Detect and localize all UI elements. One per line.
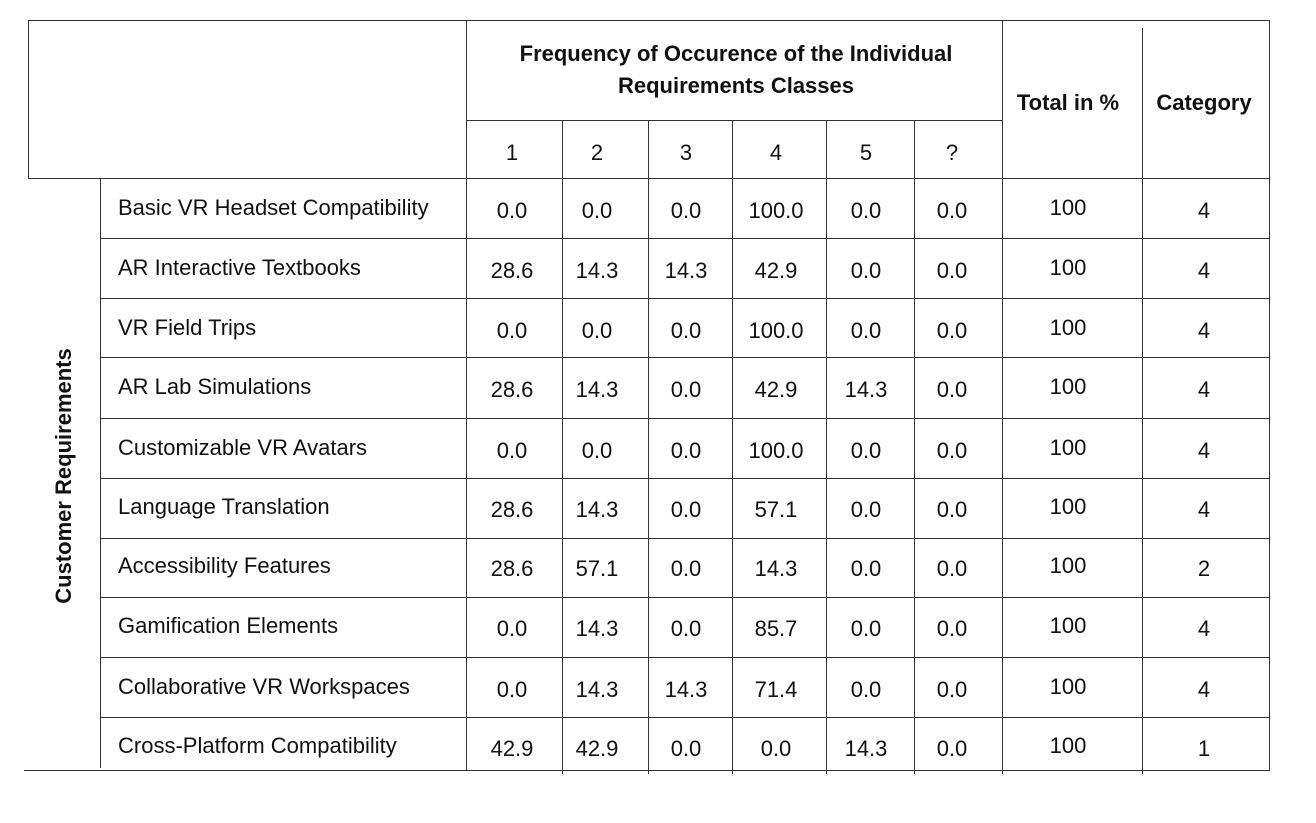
class-value-cell: 14.3 (575, 497, 619, 522)
class-column-divider (562, 120, 563, 774)
total-cell: 100 (1049, 255, 1087, 280)
class-value-cell: 0.0 (936, 438, 968, 463)
category-cell: 4 (1197, 616, 1211, 641)
class-column-header: 2 (590, 140, 604, 165)
class-value-cell: 0.0 (850, 677, 882, 702)
row-divider (100, 357, 1270, 358)
class-value-cell: 28.6 (490, 377, 534, 402)
category-header: Category (1156, 90, 1252, 115)
class-column-header: 3 (679, 140, 693, 165)
category-cell: 2 (1197, 556, 1211, 581)
requirement-name: VR Field Trips (118, 315, 257, 340)
total-cell: 100 (1049, 613, 1087, 638)
class-value-cell: 14.3 (844, 377, 888, 402)
class-value-cell: 100.0 (748, 198, 804, 223)
class-value-cell: 85.7 (754, 616, 798, 641)
requirement-name: Language Translation (118, 494, 330, 519)
total-header: Total in % (1016, 90, 1120, 115)
category-cell: 4 (1197, 377, 1211, 402)
class-value-cell: 0.0 (670, 497, 702, 522)
class-value-cell: 0.0 (670, 438, 702, 463)
category-cell: 1 (1197, 736, 1211, 761)
category-cell: 4 (1197, 497, 1211, 522)
class-value-cell: 0.0 (936, 258, 968, 283)
total-cell: 100 (1049, 674, 1087, 699)
class-value-cell: 28.6 (490, 258, 534, 283)
category-cell: 4 (1197, 198, 1211, 223)
header-bottom-border (28, 178, 1270, 179)
table-top-border (28, 20, 1270, 21)
class-value-cell: 0.0 (670, 198, 702, 223)
class-column-header: 1 (505, 140, 519, 165)
name-column-divider (466, 20, 467, 770)
class-value-cell: 0.0 (496, 198, 528, 223)
class-value-cell: 0.0 (760, 736, 792, 761)
right-border (1269, 20, 1270, 770)
class-value-cell: 14.3 (664, 258, 708, 283)
total-cell: 100 (1049, 435, 1087, 460)
class-value-cell: 0.0 (850, 258, 882, 283)
class-value-cell: 42.9 (490, 736, 534, 761)
class-value-cell: 57.1 (575, 556, 619, 581)
class-value-cell: 0.0 (670, 318, 702, 343)
requirement-name: Collaborative VR Workspaces (118, 674, 410, 699)
requirement-name: AR Lab Simulations (118, 374, 312, 399)
total-cell: 100 (1049, 315, 1087, 340)
class-column-header: 5 (859, 140, 873, 165)
class-column-divider (826, 120, 827, 774)
class-value-cell: 0.0 (850, 556, 882, 581)
group-header-title: Frequency of Occurence of the Individual Requirements Classes (519, 41, 953, 98)
customer-requirements-label: Customer Requirements (51, 348, 76, 604)
class-value-cell: 0.0 (936, 736, 968, 761)
class-value-cell: 0.0 (850, 198, 882, 223)
row-divider (100, 717, 1270, 718)
class-value-cell: 0.0 (670, 616, 702, 641)
row-divider (100, 418, 1270, 419)
class-value-cell: 100.0 (748, 438, 804, 463)
requirement-name: Basic VR Headset Compatibility (118, 195, 429, 220)
class-value-cell: 14.3 (844, 736, 888, 761)
class-value-cell: 42.9 (754, 258, 798, 283)
category-cell: 4 (1197, 318, 1211, 343)
total-cell: 100 (1049, 374, 1087, 399)
class-value-cell: 14.3 (575, 258, 619, 283)
class-value-cell: 0.0 (496, 438, 528, 463)
class-value-cell: 14.3 (575, 377, 619, 402)
class-value-cell: 100.0 (748, 318, 804, 343)
requirement-name: Accessibility Features (118, 553, 331, 578)
class-value-cell: 28.6 (490, 497, 534, 522)
class-value-cell: 57.1 (754, 497, 798, 522)
class-value-cell: 0.0 (936, 497, 968, 522)
class-value-cell: 0.0 (581, 318, 613, 343)
class-value-cell: 71.4 (754, 677, 798, 702)
category-column-divider (1142, 28, 1143, 774)
total-cell: 100 (1049, 494, 1087, 519)
class-column-header: 4 (769, 140, 783, 165)
class-value-cell: 0.0 (581, 198, 613, 223)
class-value-cell: 0.0 (496, 318, 528, 343)
class-column-divider (732, 120, 733, 774)
row-divider (100, 657, 1270, 658)
class-value-cell: 14.3 (575, 677, 619, 702)
category-cell: 4 (1197, 438, 1211, 463)
class-value-cell: 0.0 (670, 377, 702, 402)
row-divider (100, 478, 1270, 479)
class-value-cell: 0.0 (936, 377, 968, 402)
class-value-cell: 14.3 (664, 677, 708, 702)
class-value-cell: 0.0 (670, 736, 702, 761)
class-value-cell: 0.0 (850, 616, 882, 641)
class-value-cell: 42.9 (754, 377, 798, 402)
requirement-name: Customizable VR Avatars (118, 435, 368, 460)
requirement-name: Gamification Elements (118, 613, 339, 638)
category-cell: 4 (1197, 258, 1211, 283)
class-value-cell: 0.0 (936, 616, 968, 641)
class-column-divider (648, 120, 649, 774)
row-divider (100, 238, 1270, 239)
row-divider (100, 597, 1270, 598)
class-column-header: ? (945, 140, 959, 165)
class-value-cell: 14.3 (575, 616, 619, 641)
requirement-name: Cross-Platform Compatibility (118, 733, 397, 758)
class-value-cell: 28.6 (490, 556, 534, 581)
total-cell: 100 (1049, 733, 1087, 758)
class-value-cell: 0.0 (936, 677, 968, 702)
total-cell: 100 (1049, 553, 1087, 578)
total-column-divider (1002, 20, 1003, 774)
class-value-cell: 0.0 (496, 616, 528, 641)
class-value-cell: 0.0 (936, 556, 968, 581)
class-value-cell: 0.0 (850, 438, 882, 463)
group-header-underline (466, 120, 1002, 121)
total-cell: 100 (1049, 195, 1087, 220)
class-value-cell: 0.0 (936, 198, 968, 223)
side-label-divider (100, 178, 101, 768)
table-bottom-border (24, 770, 1270, 771)
class-value-cell: 0.0 (850, 497, 882, 522)
class-value-cell: 0.0 (936, 318, 968, 343)
left-border-header (28, 20, 29, 178)
class-column-divider (914, 120, 915, 774)
class-value-cell: 14.3 (754, 556, 798, 581)
requirement-name: AR Interactive Textbooks (118, 255, 361, 280)
class-value-cell: 0.0 (496, 677, 528, 702)
category-cell: 4 (1197, 677, 1211, 702)
class-value-cell: 42.9 (575, 736, 619, 761)
row-divider (100, 538, 1270, 539)
class-value-cell: 0.0 (581, 438, 613, 463)
class-value-cell: 0.0 (670, 556, 702, 581)
row-divider (100, 298, 1270, 299)
class-value-cell: 0.0 (850, 318, 882, 343)
